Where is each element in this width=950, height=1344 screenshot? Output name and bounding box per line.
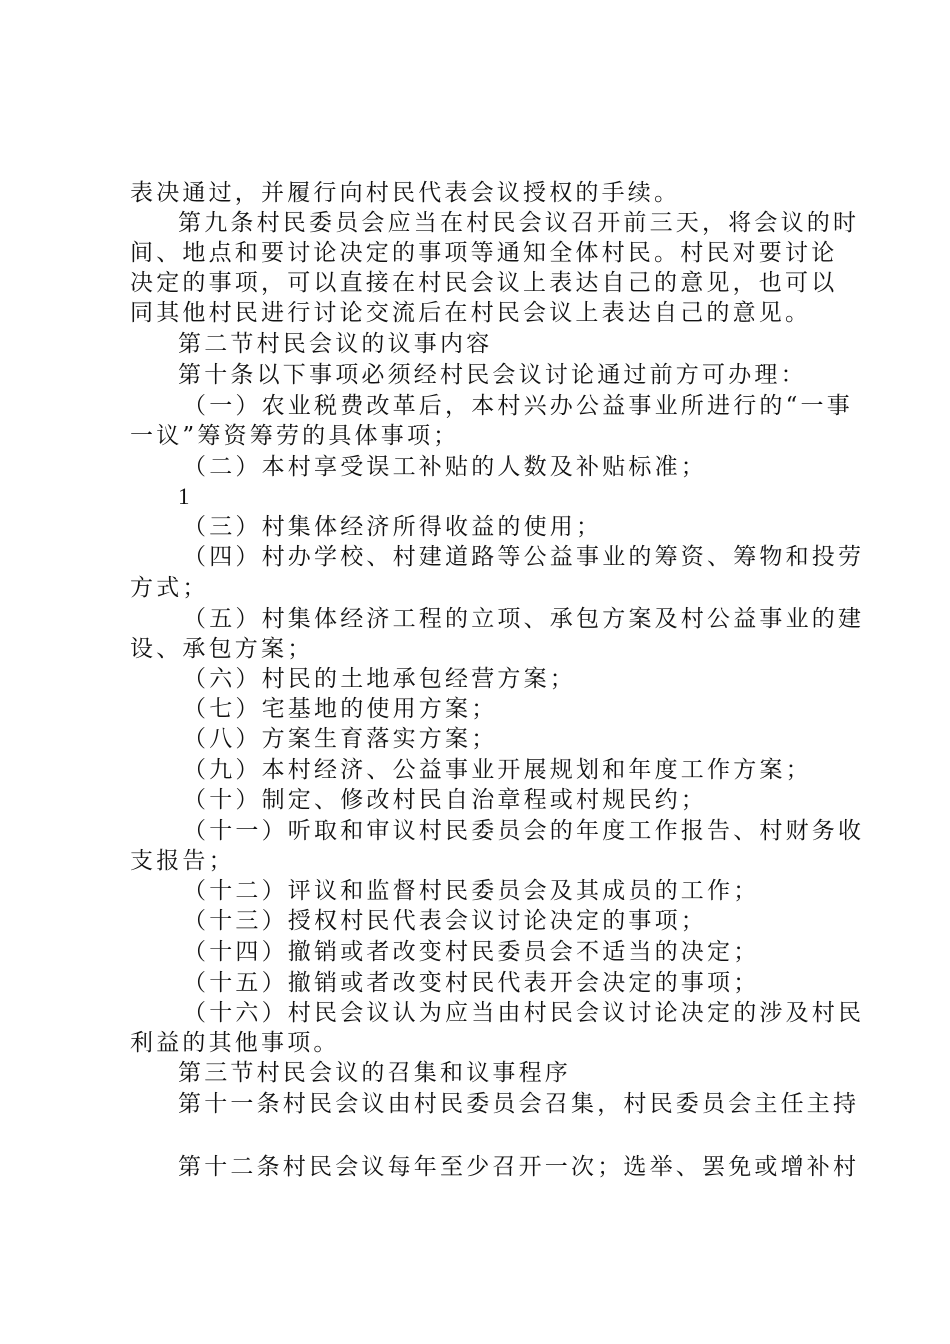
list-item: （十二）评议和监督村民委员会及其成员的工作； <box>183 878 760 904</box>
article-12: 第十二条村民会议每年至少召开一次；选举、罢免或增补村 <box>178 1154 860 1180</box>
section-heading-3: 第三节村民会议的召集和议事程序 <box>178 1060 571 1086</box>
list-item: （十三）授权村民代表会议讨论决定的事项； <box>183 908 707 934</box>
page-number: 1 <box>178 484 193 509</box>
list-item: （七）宅基地的使用方案； <box>183 696 498 722</box>
text-line: 决定的事项，可以直接在村民会议上表达自己的意见，也可以 <box>130 270 838 296</box>
article-11: 第十一条村民会议由村民委员会召集，村民委员会主任主持 <box>178 1091 860 1117</box>
list-item: （五）村集体经济工程的立项、承包方案及村公益事业的建 <box>183 606 865 632</box>
list-item: （四）村办学校、村建道路等公益事业的筹资、筹物和投劳 <box>183 544 865 570</box>
list-item: （十六）村民会议认为应当由村民会议讨论决定的涉及村民 <box>183 1000 865 1026</box>
list-item: （六）村民的土地承包经营方案； <box>183 666 576 692</box>
text-line: 一议”筹资筹劳的具体事项； <box>130 423 460 449</box>
list-item: （二）本村享受误工补贴的人数及补贴标准； <box>183 454 707 480</box>
article-10: 第十条以下事项必须经村民会议讨论通过前方可办理： <box>178 362 807 388</box>
article-9: 第九条村民委员会应当在村民会议召开前三天，将会议的时 <box>178 210 860 236</box>
text-line: 表决通过，并履行向村民代表会议授权的手续。 <box>130 180 681 206</box>
list-item: （一）农业税费改革后，本村兴办公益事业所进行的“一事 <box>183 393 853 419</box>
list-item: （十一）听取和审议村民委员会的年度工作报告、村财务收 <box>183 818 865 844</box>
list-item: （十）制定、修改村民自治章程或村规民约； <box>183 787 707 813</box>
text-line: 支报告； <box>130 848 235 874</box>
list-item: （十五）撤销或者改变村民代表开会决定的事项； <box>183 970 760 996</box>
list-item: （三）村集体经济所得收益的使用； <box>183 514 603 540</box>
list-item: （九）本村经济、公益事业开展规划和年度工作方案； <box>183 757 812 783</box>
text-line: 设、承包方案； <box>130 636 314 662</box>
text-line: 利益的其他事项。 <box>130 1030 340 1056</box>
text-line: 间、地点和要讨论决定的事项等通知全体村民。村民对要讨论 <box>130 240 838 266</box>
section-heading-2: 第二节村民会议的议事内容 <box>178 331 493 357</box>
list-item: （八）方案生育落实方案； <box>183 726 498 752</box>
text-line: 同其他村民进行讨论交流后在村民会议上表达自己的意见。 <box>130 300 812 326</box>
text-line: 方式； <box>130 575 209 601</box>
list-item: （十四）撤销或者改变村民委员会不适当的决定； <box>183 939 760 965</box>
